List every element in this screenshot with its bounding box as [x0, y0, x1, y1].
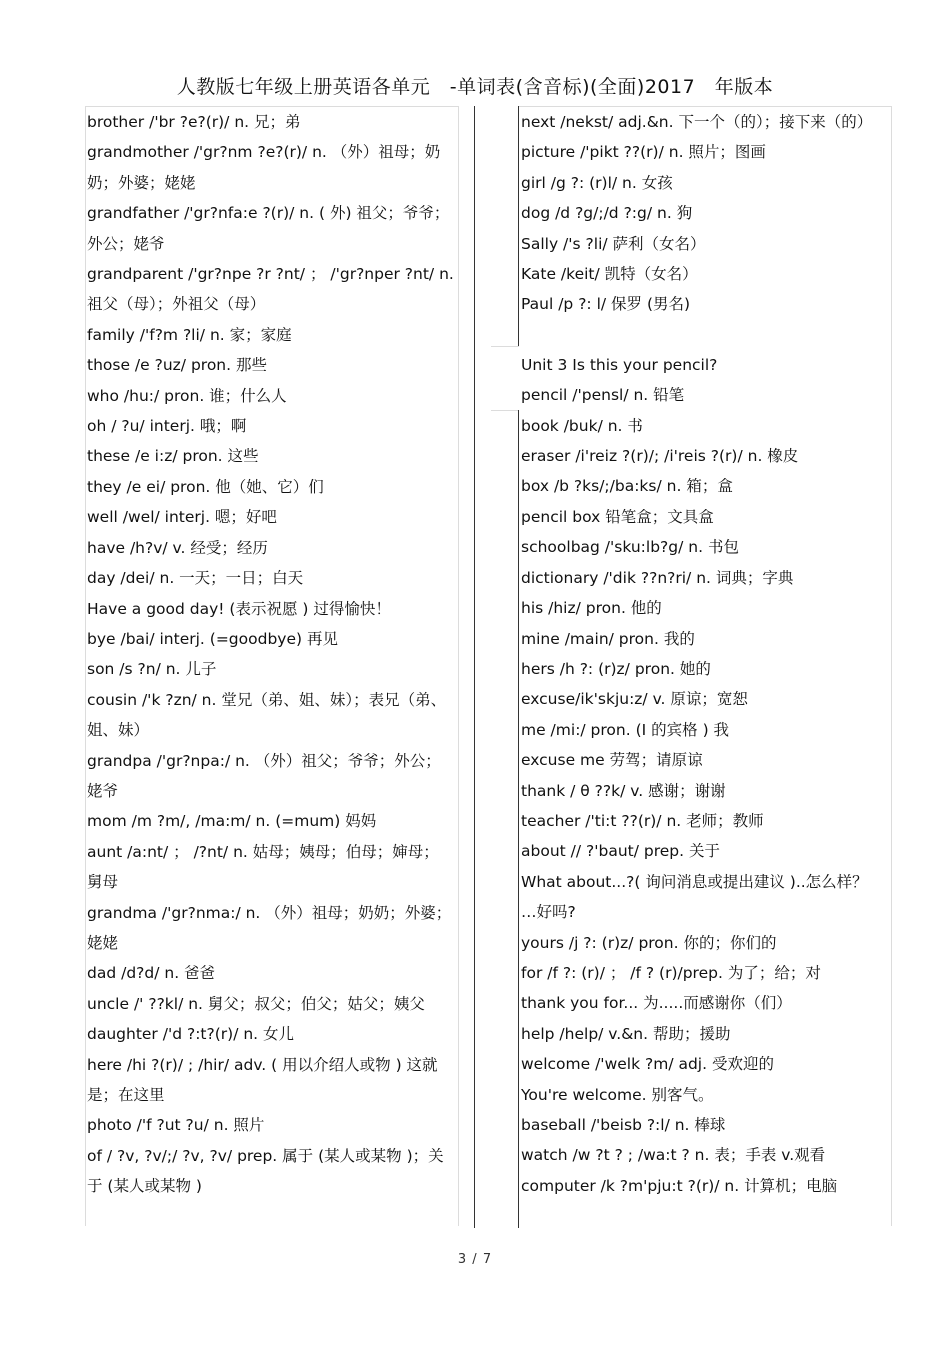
vocab-entry: dictionary /'dik ??n?ri/ n. 词典；字典 — [521, 568, 794, 587]
vocab-entry: Have a good day! (表示祝愿 ) 过得愉快！ — [87, 599, 391, 618]
vocab-entry: grandfather /'gr?nfa:e ?(r)/ n. ( 外) 祖父；爷爷； 外公；姥爷 — [87, 204, 450, 253]
vocab-entry: thank / θ ??k/ v. 感谢；谢谢 — [521, 781, 726, 800]
vocabulary-column-left — [87, 107, 454, 1202]
vocab-entry: grandparent /'gr?npe ?r ?nt/ ； /'gr?nper ?nt/ n.祖父（母）；外祖父（母） — [87, 265, 454, 314]
vocab-entry: girl /g ?: (r)l/ n. 女孩 — [521, 173, 673, 192]
vocab-entry: grandpa /'gr?npa:/ n. （外）祖父；爷爷；外公；姥爷 — [87, 751, 441, 800]
vocab-entry: me /mi:/ pron. (I 的宾格 ) 我 — [521, 720, 730, 739]
vocab-entry: day /dei/ n. 一天；一日；白天 — [87, 569, 304, 588]
vocab-entry: daughter /'d ?:t?(r)/ n. 女儿 — [87, 1025, 295, 1044]
section-gap — [521, 320, 887, 350]
vocab-entry: mine /main/ pron. 我的 — [521, 629, 695, 648]
vocab-entry: son /s ?n/ n. 儿子 — [87, 660, 217, 679]
vocab-entry: watch /w ?t ? ; /wa:t ? n. 表；手表 v.观看 — [521, 1146, 826, 1165]
vocab-entry: pencil box 铅笔盒；文具盒 — [521, 507, 714, 526]
vocab-entry: mom /m ?m/, /ma:m/ n. (=mum) 妈妈 — [87, 812, 377, 831]
vocabulary-column-right — [521, 107, 887, 1201]
vocab-entry: dad /d?d/ n. 爸爸 — [87, 964, 216, 983]
vocab-entry: pencil /'pensl/ n. 铅笔 — [521, 386, 685, 405]
vocab-entry: next /nekst/ adj.&n. 下一个（的）；接下来（的） — [521, 113, 873, 131]
vocab-entry: for /f ?: (r)/ ； /f ? (r)/prep. 为了；给；对 — [521, 963, 821, 982]
unit-heading: Unit 3 Is this your pencil? — [521, 355, 718, 374]
vocab-entry: aunt /a:nt/ ； /?nt/ n. 姑母；姨母；伯母；婶母；舅母 — [87, 842, 439, 892]
vocab-entry: grandmother /'gr?nm ?e?(r)/ n. （外）祖母；奶奶；外婆；姥姥 — [87, 143, 441, 192]
column-divider — [474, 106, 475, 1228]
right-column-cell-mark-a — [491, 346, 519, 347]
right-column-border-right — [891, 106, 892, 1226]
vocab-entry: thank you for... 为.....而感谢你（们） — [521, 994, 792, 1013]
page-number: 3 / 7 — [457, 1252, 493, 1267]
vocab-entry: uncle /' ??kl/ n. 舅父；叔父；伯父；姑父；姨父 — [87, 994, 425, 1013]
vocab-entry: Kate /keit/ 凯特（女名） — [521, 265, 698, 284]
vocab-entry: picture /'pikt ??(r)/ n. 照片；图画 — [521, 143, 766, 162]
vocab-entry: excuse me 劳驾；请原谅 — [521, 751, 703, 770]
vocab-entry: welcome /'welk ?m/ adj. 受欢迎的 — [521, 1055, 774, 1074]
vocab-entry: Paul /p ?: l/ 保罗 (男名) — [521, 295, 691, 314]
vocab-entry: of / ?v, ?v/;/ ?v, ?v/ prep. 属于 (某人或某物 )；关于 (某人或某物 ) — [87, 1146, 444, 1196]
vocab-entry: his /hiz/ pron. 他的 — [521, 599, 662, 618]
right-column-cell-mark-b — [491, 410, 519, 411]
page-title: 人教版七年级上册英语各单元 -单词表(含音标)(全面)2017 年版本 — [176, 76, 774, 98]
vocab-entry: these /e i:z/ pron. 这些 — [87, 447, 259, 466]
vocab-entry: excuse/ik'skju:z/ v. 原谅；宽恕 — [521, 690, 748, 709]
right-column-border-left-lower — [518, 410, 519, 1228]
vocab-entry: those /e ?uz/ pron. 那些 — [87, 356, 267, 375]
vocab-entry: hers /h ?: (r)z/ pron. 她的 — [521, 659, 711, 678]
vocab-entry: bye /bai/ interj. (=goodbye) 再见 — [87, 629, 338, 648]
vocab-entry: yours /j ?: (r)z/ pron. 你的；你们的 — [521, 933, 777, 952]
vocab-entry: Sally /'s ?li/ 萨利（女名） — [521, 234, 706, 253]
right-column-border-left — [518, 106, 519, 346]
vocab-entry: baseball /'beisb ?:l/ n. 棒球 — [521, 1116, 726, 1134]
vocab-entry: book /buk/ n. 书 — [521, 416, 643, 435]
vocab-entry: oh / ?u/ interj. 哦；啊 — [87, 417, 247, 436]
vocab-entry: have /h?v/ v. 经受；经历 — [87, 538, 268, 557]
vocab-entry: schoolbag /'sku:lb?g/ n. 书包 — [521, 538, 739, 557]
vocab-entry: You're welcome. 别客气。 — [521, 1085, 714, 1104]
vocab-entry: dog /d ?g/;/d ?:g/ n. 狗 — [521, 204, 693, 223]
vocab-entry: help /help/ v.&n. 帮助；援助 — [521, 1024, 731, 1043]
vocab-entry: brother /'br ?e?(r)/ n. 兄；弟 — [87, 113, 301, 131]
vocab-entry: box /b ?ks/;/ba:ks/ n. 箱；盒 — [521, 477, 733, 496]
vocab-entry: grandma /'gr?nma:/ n. （外）祖母；奶奶；外婆；姥姥 — [87, 903, 452, 952]
vocab-entry: about // ?'baut/ prep. 关于 — [521, 842, 720, 861]
vocab-entry: What about...?( 询问消息或提出建议 )..怎么样？ …好吗? — [521, 872, 868, 922]
vocab-entry: here /hi ?(r)/ ; /hir/ adv. ( 用以介绍人或物 ) 这就是；在这里 — [87, 1055, 438, 1104]
vocab-entry: who /hu:/ pron. 谁；什么人 — [87, 386, 287, 405]
vocab-entry: family /'f?m ?li/ n. 家；家庭 — [87, 325, 292, 344]
vocab-entry: computer /k ?m'pju:t ?(r)/ n. 计算机；电脑 — [521, 1176, 838, 1195]
vocab-entry: eraser /i'reiz ?(r)/; /i'reis ?(r)/ n. 橡皮 — [521, 447, 799, 466]
vocab-entry: photo /'f ?ut ?u/ n. 照片 — [87, 1116, 265, 1135]
vocab-entry: well /wel/ interj. 嗯；好吧 — [87, 508, 277, 527]
left-column-border-left — [85, 106, 86, 1226]
vocab-entry: they /e ei/ pron. 他（她、它）们 — [87, 477, 324, 496]
vocab-entry: teacher /'ti:t ??(r)/ n. 老师；教师 — [521, 811, 764, 830]
left-column-border-right — [458, 106, 459, 1226]
vocab-entry: cousin /'k ?zn/ n. 堂兄（弟、姐、妹）；表兄（弟、姐、妹） — [87, 690, 447, 740]
